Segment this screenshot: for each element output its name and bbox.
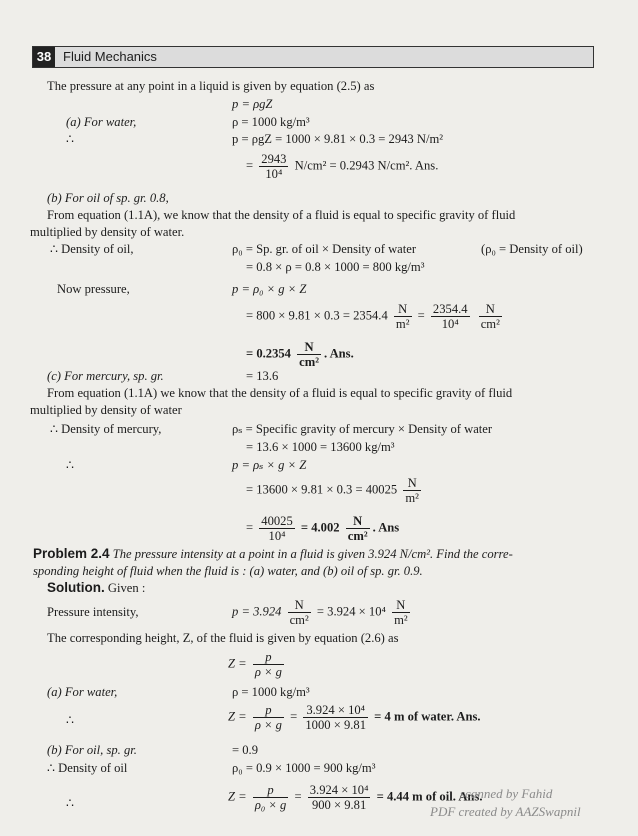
numerator: p <box>253 783 289 798</box>
label-line: ∴ Density of oil, <box>50 242 134 256</box>
denominator: m² <box>394 613 408 627</box>
equation-line: p = ρgZ = 1000 × 9.81 × 0.3 = 2943 N/m² <box>232 132 444 146</box>
equation-line: = 0.8 × ρ = 0.8 × 1000 = 800 kg/m³ <box>246 260 425 274</box>
problem-text: The pressure intensity at a point in a fluid is given 3.924 N/cm². Find the corre- <box>112 547 513 561</box>
denominator: 1000 × 9.81 <box>305 718 367 732</box>
text-line: From equation (1.1A) we know that the density of a fluid is equal to specific gravity of fluid <box>47 386 513 400</box>
equals-sign: = <box>290 709 298 724</box>
equation-line <box>246 302 505 331</box>
text-line: multiplied by density of water. <box>30 225 185 239</box>
fraction <box>253 783 289 812</box>
equation-line: p = ρₛ × g × Z <box>232 458 307 472</box>
equation-line: ρ = 1000 kg/m³ <box>232 685 310 699</box>
equation-line: = 13.6 <box>246 369 279 383</box>
equals-sign: = <box>246 520 254 535</box>
equation-line: = 0.9 <box>232 743 258 757</box>
equation-line: ρₛ = Specific gravity of mercury × Density of water <box>232 422 493 436</box>
equation-line <box>232 598 413 627</box>
text-line: From equation (1.1A), we know that the density of a fluid is equal to specific gravity of fluid <box>47 208 516 222</box>
equation-line: = 13.6 × 1000 = 13600 kg/m³ <box>246 440 395 454</box>
solution-heading <box>47 580 145 596</box>
fraction <box>392 598 410 627</box>
therefore-symbol: ∴ <box>66 458 75 472</box>
label-line: Pressure intensity, <box>47 605 139 619</box>
equals-sign: = <box>246 158 254 173</box>
chapter-title: Fluid Mechanics <box>63 49 157 64</box>
equation-line: ρ = 1000 kg/m³ <box>232 115 310 129</box>
fraction <box>403 476 421 505</box>
numerator: 3.924 × 10⁴ <box>309 783 369 797</box>
case-label: (a) For water, <box>47 685 118 699</box>
equation-line: p = ρgZ <box>232 97 273 111</box>
text-line: multiplied by density of water <box>30 403 182 417</box>
fraction <box>288 598 311 627</box>
numerator: N <box>288 598 311 613</box>
result-value: = 4.002 <box>300 520 340 535</box>
equation-line: ρ₀ = 0.9 × 1000 = 900 kg/m³ <box>232 761 376 775</box>
denominator: cm² <box>289 613 309 627</box>
result-value: = 4 m of water. Ans. <box>374 709 481 724</box>
numerator: 2943 <box>261 152 287 166</box>
numerator: p <box>253 703 284 718</box>
calc-text: = 3.924 × 10⁴ <box>316 604 386 619</box>
fraction <box>259 514 294 543</box>
fraction <box>303 703 368 732</box>
numerator: p <box>253 650 284 665</box>
calc-text: p = 3.924 <box>232 604 282 619</box>
fraction <box>259 152 288 181</box>
numerator: N <box>479 302 502 317</box>
case-label: (c) For mercury, sp. gr. <box>47 369 164 383</box>
fraction <box>253 703 284 732</box>
result-value: = 4.44 m of oil. Ans. <box>376 789 483 804</box>
denominator: 10⁴ <box>441 317 459 331</box>
denominator: ρ₀ × g <box>254 798 287 812</box>
watermark-scanned: scanned by Fahid <box>460 786 553 801</box>
label-line: ∴ Density of oil <box>47 761 128 775</box>
equation-line: p = ρ₀ × g × Z <box>232 282 307 296</box>
denominator: ρ × g <box>254 665 282 679</box>
equation-line <box>228 703 481 732</box>
problem-label: Problem 2.4 <box>33 546 110 561</box>
therefore-symbol: ∴ <box>66 713 75 727</box>
fraction <box>297 340 321 369</box>
denominator: cm² <box>299 355 319 369</box>
label-line: Now pressure, <box>57 282 130 296</box>
text-line: The pressure at any point in a liquid is given by equation (2.5) as <box>47 79 375 93</box>
numerator: 2354.4 <box>432 302 468 316</box>
case-label: (b) For oil of sp. gr. 0.8, <box>47 191 169 205</box>
watermark-created: PDF created by AAZSwapnil <box>430 804 581 819</box>
equation-line <box>228 650 287 679</box>
numerator: N <box>403 476 421 491</box>
denominator: m² <box>395 317 410 331</box>
fraction <box>253 650 284 679</box>
calc-text: = 13600 × 9.81 × 0.3 = 40025 <box>246 482 398 497</box>
fraction <box>431 302 470 331</box>
equals-sign: = <box>417 308 425 323</box>
numerator: 40025 <box>261 514 293 528</box>
calc-text: Z = <box>228 709 247 724</box>
case-label: (b) For oil, sp. gr. <box>47 743 137 757</box>
result-text: N/cm² = 0.2943 N/cm². Ans. <box>294 158 439 173</box>
equals-sign: = <box>294 789 302 804</box>
result-value: = 0.2354 <box>246 346 291 361</box>
denominator: 10⁴ <box>265 167 283 181</box>
equation-line <box>246 514 399 543</box>
calc-text: = 800 × 9.81 × 0.3 = 2354.4 <box>246 308 388 323</box>
numerator: N <box>394 302 412 317</box>
numerator: 3.924 × 10⁴ <box>303 703 368 718</box>
numerator: N <box>392 598 410 613</box>
therefore-symbol: ∴ <box>66 796 75 810</box>
denominator: m² <box>405 491 419 505</box>
page-header <box>32 46 594 68</box>
problem-statement <box>33 546 513 562</box>
page-number: 38 <box>33 47 55 67</box>
calc-text: Z = <box>228 656 247 671</box>
case-label: (a) For water, <box>66 115 137 129</box>
fraction <box>308 783 371 812</box>
denominator: 10⁴ <box>268 529 286 543</box>
therefore-symbol: ∴ <box>66 132 75 146</box>
equation-line: ρ₀ = Sp. gr. of oil × Density of water <box>232 242 417 256</box>
fraction <box>479 302 502 331</box>
denominator: cm² <box>480 317 500 331</box>
label-line: ∴ Density of mercury, <box>50 422 162 436</box>
ans-label: . Ans. <box>323 346 354 361</box>
text-line: The corresponding height, Z, of the fluid is given by equation (2.6) as <box>47 631 399 645</box>
ans-label: . Ans <box>372 520 400 535</box>
solution-label: Solution. <box>47 580 105 595</box>
given-label: Given : <box>107 581 146 595</box>
calc-text: Z = <box>228 789 247 804</box>
denominator: cm² <box>347 529 368 543</box>
equation-line <box>246 340 354 369</box>
fraction <box>346 514 370 543</box>
fraction <box>394 302 412 331</box>
numerator: N <box>346 514 370 529</box>
problem-text: sponding height of fluid when the fluid is : (a) water, and (b) oil of sp. gr. 0.9. <box>33 564 423 578</box>
equation-line <box>246 152 438 181</box>
note-text: (ρ₀ = Density of oil) <box>481 242 583 256</box>
equation-line <box>246 476 424 505</box>
denominator: 900 × 9.81 <box>311 798 367 812</box>
denominator: ρ × g <box>254 718 282 732</box>
numerator: N <box>297 340 321 355</box>
